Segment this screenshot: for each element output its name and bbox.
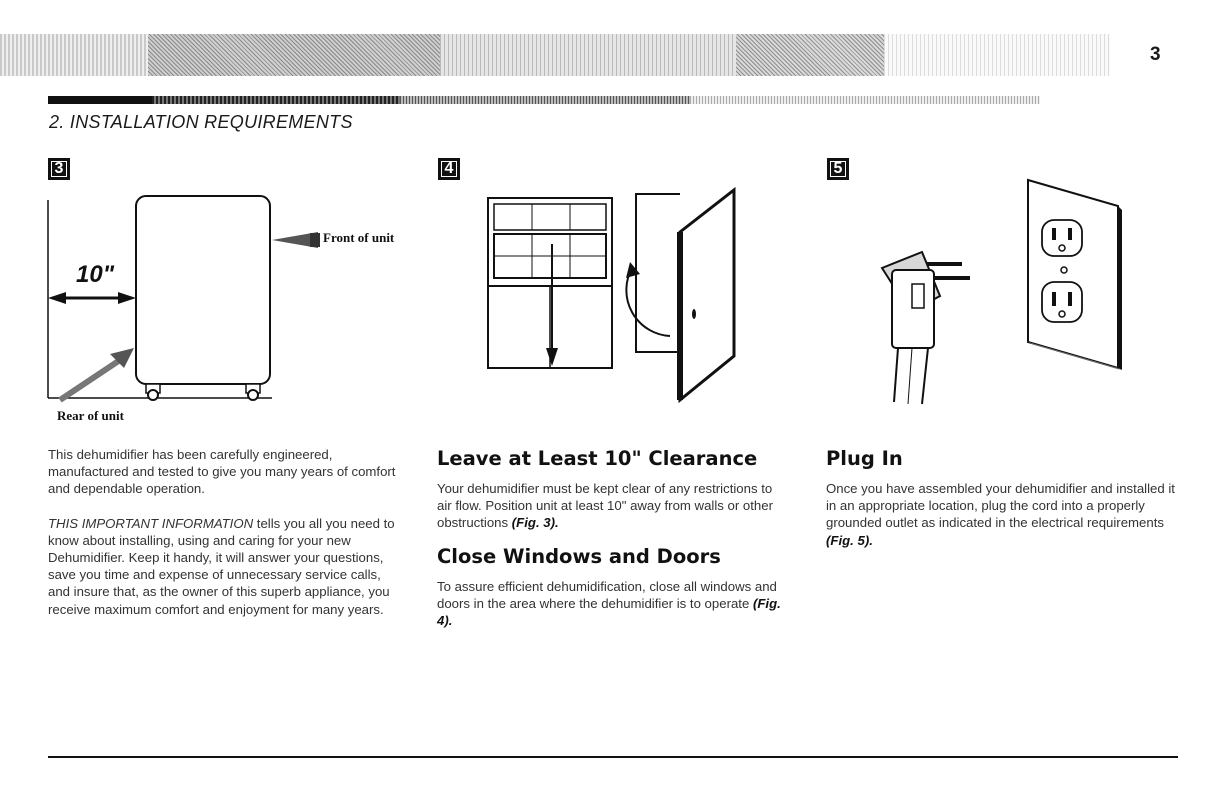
plug-heading: Plug In <box>826 447 903 470</box>
front-arrow-icon <box>272 232 320 248</box>
header-rule <box>690 96 1040 104</box>
caster-wheel-icon <box>146 384 160 400</box>
windows-body: To assure efficient dehumidification, close all windows and doors in the area where the dehumidifier is to operate <box>437 578 777 611</box>
figure-4-badge: 4 <box>438 158 460 180</box>
header-rule <box>48 96 152 104</box>
clearance-heading: Leave at Least 10" Clearance <box>437 447 758 470</box>
rear-arrow-icon <box>60 348 134 400</box>
door-icon <box>626 190 734 400</box>
figure-5-plug-outlet-diagram <box>870 172 1130 416</box>
fig-3-reference: (Fig. 3). <box>511 515 559 531</box>
plug-column <box>826 446 1178 566</box>
important-info-lead: THIS IMPORTANT INFORMATION <box>48 515 254 531</box>
page-number: 3 <box>1150 44 1161 65</box>
important-info-text: tells you all you need to know about installing, using and caring for your new Dehumidifier. Keep it handy, it will answer your questions, save you time and expense of unnecessary service calls, and insure that, as the owner of this superb appliance, you receive maximum comfort and enjoyment for many years. <box>48 515 395 617</box>
header-rule <box>400 96 690 104</box>
caster-wheel-icon <box>246 384 260 400</box>
section-title: 2. INSTALLATION REQUIREMENTS <box>49 112 353 132</box>
clearance-text <box>437 480 789 532</box>
intro-paragraph: This dehumidifier has been carefully engineered, manufactured and tested to give you many years of comfort and dependable operation. <box>48 447 396 497</box>
plug-icon <box>882 252 970 404</box>
header-banner <box>0 34 1110 76</box>
banner-segment <box>884 34 1110 76</box>
banner-segment <box>736 34 884 76</box>
banner-segment <box>148 34 440 76</box>
intro-paragraph-important <box>48 515 396 618</box>
figure-5-badge: 5 <box>827 158 849 180</box>
fig-4-reference: (Fig. 4). <box>437 595 781 629</box>
plug-text <box>826 480 1178 549</box>
intro-column <box>48 446 396 635</box>
rear-of-unit-label: Rear of unit <box>57 408 124 423</box>
clearance-column <box>437 446 789 646</box>
front-of-unit-label: Front of unit <box>323 230 395 245</box>
header-rule <box>152 96 400 104</box>
clearance-dimension: 10" <box>76 261 115 288</box>
footer-rule <box>48 756 1178 758</box>
clearance-arrow-icon <box>48 292 136 304</box>
banner-segment <box>0 34 148 76</box>
figure-3-badge: 3 <box>48 158 70 180</box>
figure-4-window-door-diagram <box>484 186 744 406</box>
plug-body: Once you have assembled your dehumidifier and installed it in an appropriate location, plug the cord into a properly grounded outlet as indicated in the electrical requirements <box>826 481 1175 531</box>
window-icon <box>488 198 612 368</box>
outlet-icon <box>1028 180 1122 370</box>
fig-5-reference: (Fig. 5). <box>826 532 873 548</box>
windows-text <box>437 578 789 630</box>
clearance-body: Your dehumidifier must be kept clear of any restrictions to air flow. Position unit at least 10" away from walls or other obstructions <box>437 481 773 531</box>
figure-3-clearance-diagram <box>40 190 410 430</box>
windows-heading: Close Windows and Doors <box>437 544 721 568</box>
dehumidifier-body-icon <box>136 196 270 384</box>
banner-segment <box>440 34 736 76</box>
